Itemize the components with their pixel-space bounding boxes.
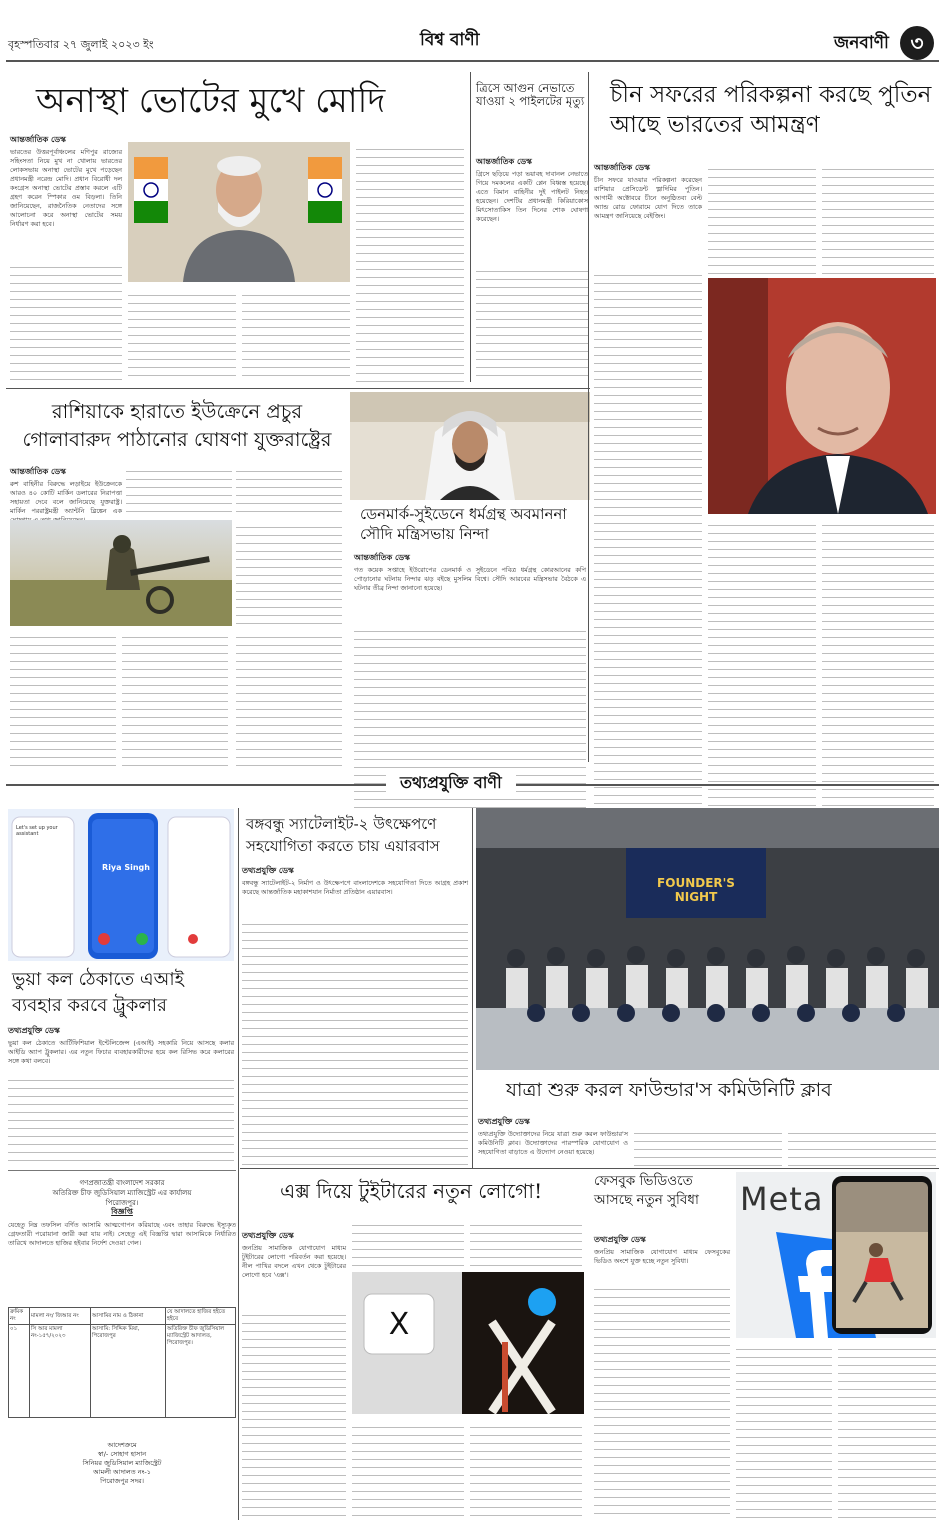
headline: যাত্রা শুরু করল ফাউন্ডার'স কমিউনিটি ক্লাব — [506, 1079, 832, 1101]
notice-title-1: গণপ্রজাতন্ত্রী বাংলাদেশ সরকার — [79, 1179, 165, 1187]
notice-title-2: অতিরিক্ত চীফ জুডিসিয়াল ম্যাজিস্ট্রেট এর কার্যালয় — [52, 1189, 192, 1197]
body-text-col3 — [838, 1342, 936, 1518]
body-text-continued — [10, 260, 122, 380]
body-text-col3 — [236, 464, 342, 516]
body-text-continued — [594, 268, 702, 816]
notice-title-4: বিজ্ঞপ্তি — [111, 1207, 133, 1216]
body-text: চীন সফরে যাওয়ার পরিকল্পনা করেছেন রাশিয়ার প্রেসিডেন্ট ভ্লাদিমির পুতিন। আগামী অক্টোবরে চীনে অনুষ্ঠিতব্য বেল্ট অ্যান্ড রোড ফোরামে যোগ দিতে তাকে আমন্ত্রণ জানিয়েছে বেইজিং। — [594, 176, 702, 220]
desk-label: আন্তর্জাতিক ডেস্ক — [10, 467, 66, 476]
svg-text:X: X — [388, 1307, 410, 1342]
body-text: জনপ্রিয় সামাজিক যোগাযোগ মাধ্যম ফেসবুকের ভিডিও অংশে যুক্ত হচ্ছে নতুন সুবিধা। — [594, 1248, 730, 1265]
body-text-col5 — [10, 630, 116, 766]
story-ukraine — [6, 392, 346, 830]
body-text: ভারতের উত্তরপূর্বাঞ্চলের মণিপুর রাজ্যের সহিংসতা নিয়ে মুখ না খোলায় ভারতের লোকসভায় অনাস্থা ভোটের মুখে পড়েছেন প্রধানমন্ত্রী নরেন্দ্র মোদি। প্রধান বিরোধী দল কংগ্রেস অনাস্থা ভোটের প্রস্তাব করলে এটি গ্রহণ করেন স্পিকার ওম বিড়লা। তিনি জানিয়েছেন, রাজনৈতিক নেতাদের সঙ্গে আলোচনা করে অনাস্থা ভোটের সময় নির্ধারণ করা হবে। — [10, 148, 122, 228]
notice-table — [8, 1307, 236, 1418]
table-header-cell: যে আদালতে হাজির হইতে হইবে — [166, 1308, 236, 1325]
modi-photo — [128, 142, 350, 282]
column-divider — [472, 808, 473, 1168]
body-text-col2 — [708, 162, 816, 274]
story-truecaller — [6, 805, 236, 1165]
story-putin — [592, 70, 940, 830]
body-text-continued — [8, 1073, 234, 1165]
page-number-badge: ৩ — [900, 26, 934, 60]
putin-photo-illustration — [708, 278, 936, 514]
table-cell: ০১ — [9, 1325, 30, 1418]
body-text: রুশ বাহিনীর বিরুদ্ধে লড়াইয়ে ইউক্রেনকে আরও ৪০ কোটি মার্কিন ডলারের নিরাপত্তা সহায়তা দেবে বলে জানিয়েছে যুক্তরাষ্ট্র। মার্কিন পররাষ্ট্রমন্ত্রী অ্যান্টনি ব্লিঙ্কেন এক — [10, 480, 122, 515]
masthead-rule — [6, 60, 939, 62]
body-text-col2 — [352, 1218, 464, 1268]
body-text: ভুয়া কল ঠেকাতে আর্টিফিশিয়াল ইন্টেলিজেন্স (এআই) সহকারি নিয়ে আসছে কলার আইডি অ্যাপ ট্রুকলার। এর নতুন ফিচার ব্যবহারকারীদের হয়ে কল রিসিভ করে কলারের সঙ্গে কথা বলবে। — [8, 1039, 234, 1065]
column-divider — [470, 72, 471, 382]
desk-label: আন্তর্জাতিক ডেস্ক — [594, 163, 650, 172]
truecaller-phone-mockup — [8, 809, 234, 961]
body-text-col6 — [122, 630, 228, 766]
body-text-col4 — [236, 520, 342, 626]
event-banner-text: FOUNDER'S NIGHT — [657, 876, 735, 904]
story-modi — [6, 70, 466, 385]
putin-photo — [708, 278, 936, 514]
x-logo-illustration — [352, 1272, 584, 1414]
logo-text: জনবাণী — [834, 33, 889, 53]
soldier-photo-illustration — [10, 520, 232, 626]
phone-screen-title: Let's set up your assistant — [16, 825, 58, 837]
legal-notice — [8, 1170, 236, 1521]
body-text-col7 — [236, 630, 342, 766]
x-logo-photo — [352, 1272, 584, 1414]
headline: বঙ্গবন্ধু স্যাটেলাইট-২ উৎক্ষেপণে সহযোগিতা করতে চায় এয়ারবাস — [246, 815, 440, 855]
masthead — [0, 0, 945, 64]
body-text: গত কয়েক সপ্তাহে ইউরোপের ডেনমার্ক ও সুইডেনে পবিত্র ধর্মগ্রন্থ কোরআনের কপি পোড়ানোর ঘটনায় নিন্দার ঝড় বইছে মুসলিম বিশ্বে। সৌদি আরবের মন্ত্রিসভার বৈঠকে এ ঘটনার তীব্র নিন্দা জানানো হয়েছে। — [354, 566, 586, 592]
founders-group-photo — [476, 808, 939, 1070]
desk-label: আন্তর্জাতিক ডেস্ক — [476, 157, 532, 166]
table-header-row — [9, 1308, 236, 1325]
body-text: গ্রিসে ছড়িয়ে পড়া ভয়াবহ দাবানল নেভাতে গিয়ে দমকলের একটি প্লেন বিধ্বস্ত হয়েছে। এতে বিমান বাহিনীর দুই পাইলট নিহত হয়েছেন। দেশটির প্রধানমন্ত্রী কিরিয়াকোস মিৎসোতাকিস তিন দিনের শোক ঘোষণা করেছেন। — [476, 170, 588, 223]
table-row — [9, 1325, 236, 1418]
column-divider — [588, 72, 589, 762]
story-greece — [474, 70, 590, 385]
banner-title: তথ্যপ্রযুক্তি বাণী — [386, 774, 516, 792]
headline: রাশিয়াকে হারাতে ইউক্রেনে প্রচুর গোলাবারুদ পাঠানোর ঘোষণা যুক্তরাষ্ট্রের — [22, 400, 332, 451]
desk-label: তথ্যপ্রযুক্তি ডেস্ক — [8, 1026, 60, 1035]
soldier-photo — [10, 520, 232, 626]
headline: ত্রিসে আগুন নেভাতে যাওয়া ২ পাইলটের মৃত্যু — [476, 81, 585, 109]
table-header-cell: মামলা নং/ জিআর নং — [30, 1308, 91, 1325]
story-airbus — [240, 805, 470, 1165]
body-text-continued — [242, 917, 468, 1165]
body-text-col3 — [242, 288, 350, 382]
body-text: জনপ্রিয় সামাজিক যোগাযোগ মাধ্যম টুইটারের লোগো পরিবর্তন করা হয়েছে। নীল পাখির বদলে এখন থেকে টুইটারের লোগো হবে 'এক্স'। — [242, 1244, 346, 1279]
headline: ডেনমার্ক-সুইডেনে ধর্মগ্রন্থ অবমাননা সৌদি মন্ত্রিসভায় নিন্দা — [360, 505, 567, 543]
date-label: বৃহস্পতিবার ২৭ জুলাই ২০২৩ ইং — [8, 38, 154, 51]
body-text-col3-continued — [470, 1420, 582, 1518]
body-text: তথ্যপ্রযুক্তি উদ্যোক্তাদের নিয়ে যাত্রা শুরু করল ফাউন্ডার'স কমিউনিটি ক্লাব। উদ্যোক্তাদের পারস্পরিক যোগাযোগ ও সহযোগিতা বাড়াতে এ উদ্যোগ নেওয়া হয়েছে। — [478, 1130, 628, 1156]
tech-section-banner — [6, 772, 939, 798]
notice-body: যেহেতু নিম্ন তফসিল বর্ণিত আসামি আত্মগোপন করিয়াছে এবং তাহার বিরুদ্ধে ইস্যুকৃত গ্রেফতারী পরোয়ানা জারী করা যায় নাই। সেহেতু এই বিজ্ঞপ্তি দ্বারা আসামিকে নির্ধারিত তারিখে আদালতে হাজির হইবার নির্দেশ দেওয়া গেল। — [8, 1221, 236, 1247]
desk-label: আন্তর্জাতিক ডেস্ক — [354, 553, 410, 562]
notice-title-3: পিরোজপুর। — [105, 1199, 139, 1207]
phone-caller-name: Riya Singh — [102, 863, 150, 872]
story-founders-club — [476, 808, 939, 1168]
headline: ভুয়া কল ঠেকাতে এআই ব্যবহার করবে ট্রুকলার — [12, 969, 184, 1016]
table-cell: সি আর মামলা নং-১৫৭/২০২৩ — [30, 1325, 91, 1418]
table-cell: অতিরিক্ত চীফ জুডিসিয়াল ম্যাজিস্ট্রেট আদালত, পিরোজপুর। — [166, 1325, 236, 1418]
table-cell: আসামি: সিদ্দিক মিয়া, পিরোজপুর — [91, 1325, 166, 1418]
body-text: বঙ্গবন্ধু স্যাটেলাইট-২ নির্মাণ ও উৎক্ষেপণে বাংলাদেশকে সহযোগিতা দিতে আগ্রহ প্রকাশ করেছে আন্তর্জাতিক মহাকাশযান নির্মাতা প্রতিষ্ঠান এয়ারবাস। — [242, 879, 468, 896]
saudi-prince-illustration — [350, 392, 590, 500]
body-text-continued — [594, 1282, 730, 1518]
table-header-cell: আসামির নাম ও ঠিকানা — [91, 1308, 166, 1325]
saudi-prince-photo — [350, 392, 590, 500]
headline: চীন সফরের পরিকল্পনা করছে পুতিন আছে ভারতের আমন্ত্রণ — [610, 82, 932, 138]
body-text-col2 — [128, 288, 236, 382]
modi-photo-illustration — [128, 142, 350, 282]
body-text-col2 — [126, 464, 232, 516]
group-photo-illustration — [476, 808, 939, 1070]
section-title: বিশ্ব বাণী — [420, 30, 480, 50]
desk-label: তথ্যপ্রযুক্তি ডেস্ক — [478, 1117, 530, 1126]
meta-logo-text: Meta — [740, 1180, 824, 1218]
body-text-col3 — [822, 162, 934, 274]
newspaper-logo — [834, 26, 934, 60]
story-twitter-x — [240, 1172, 585, 1522]
column-divider — [238, 808, 239, 1520]
desk-label: তথ্যপ্রযুক্তি ডেস্ক — [242, 1231, 294, 1240]
body-text-col1-continued — [242, 1308, 346, 1518]
body-text-col2-continued — [352, 1420, 464, 1518]
body-text-col2 — [736, 1342, 832, 1518]
desk-label: তথ্যপ্রযুক্তি ডেস্ক — [594, 1235, 646, 1244]
meta-facebook-photo — [736, 1172, 936, 1338]
headline: এক্স দিয়ে টুইটারের নতুন লোগো! — [280, 1179, 543, 1203]
notice-signoff: আদেশক্রমে স্বা/- সোহাগ হাসান সিনিয়র জুডিসিয়াল ম্যাজিস্ট্রেট আমলী আদালত নং-১ পিরোজপুর সদর। — [82, 1441, 162, 1485]
body-text-col3 — [788, 1126, 936, 1168]
headline: ফেসবুক ভিডিওতে আসছে নতুন সুবিধা — [594, 1173, 699, 1208]
table-header-cell: ক্রমিক নং — [9, 1308, 30, 1325]
headline: অনাস্থা ভোটের মুখে মোদি — [36, 81, 386, 121]
notice-table-grid — [8, 1307, 236, 1418]
body-text-col2 — [634, 1126, 782, 1168]
body-text-col4 — [356, 142, 464, 382]
desk-label: তথ্যপ্রযুক্তি ডেস্ক — [242, 866, 294, 875]
story-saudi — [350, 392, 590, 830]
body-text-col3 — [470, 1218, 582, 1268]
body-text-continued — [476, 264, 588, 382]
story-facebook-video — [590, 1172, 940, 1522]
row-divider — [240, 1168, 939, 1169]
divider — [6, 388, 590, 389]
desk-label: আন্তর্জাতিক ডেস্ক — [10, 135, 66, 144]
